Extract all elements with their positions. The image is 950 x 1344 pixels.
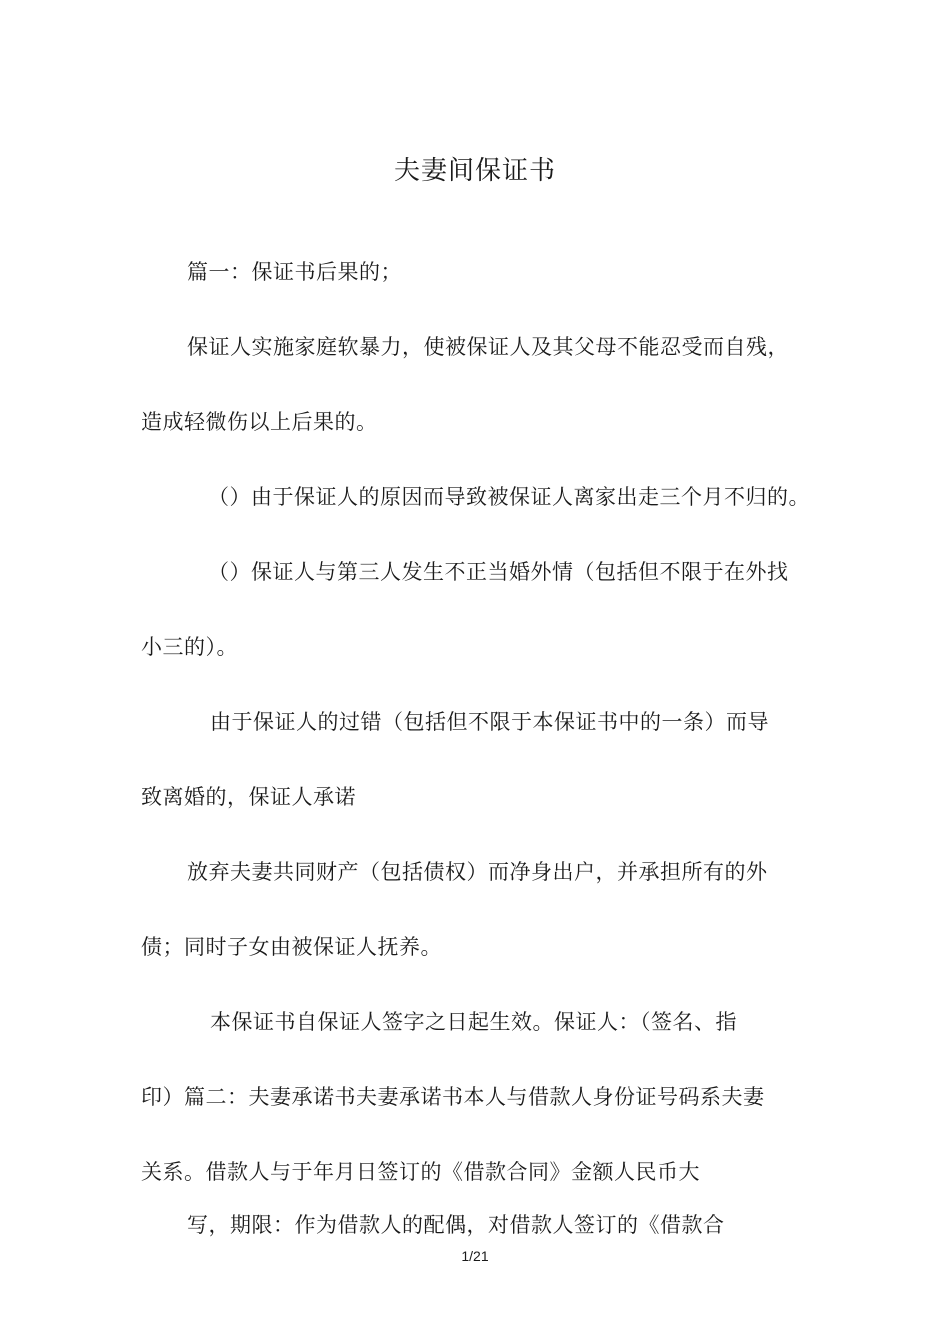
paragraph-line: （）保证人与第三人发生不正当婚外情（包括但不限于在外找 bbox=[208, 560, 789, 584]
paragraph-line: 印）篇二：夫妻承诺书夫妻承诺书本人与借款人身份证号码系夫妻 bbox=[141, 1085, 765, 1109]
paragraph-line: 保证人实施家庭软暴力，使被保证人及其父母不能忍受而自残， bbox=[187, 335, 789, 359]
paragraph-line: 写，期限：作为借款人的配偶，对借款人签订的《借款合 bbox=[187, 1213, 725, 1237]
paragraph-line: 造成轻微伤以上后果的。 bbox=[141, 410, 378, 434]
paragraph-line: 由于保证人的过错（包括但不限于本保证书中的一条）而导 bbox=[210, 710, 769, 734]
paragraph-line: 篇一：保证书后果的； bbox=[187, 260, 402, 284]
paragraph-line: 放弃夫妻共同财产（包括债权）而净身出户，并承担所有的外 bbox=[187, 860, 768, 884]
page-number: 1/21 bbox=[461, 1248, 489, 1264]
paragraph-line: 债；同时子女由被保证人抚养。 bbox=[141, 935, 442, 959]
document-title: 夫妻间保证书 bbox=[393, 156, 556, 186]
paragraph-line: 本保证书自保证人签字之日起生效。保证人：（签名、指 bbox=[210, 1010, 737, 1034]
paragraph-line: 致离婚的，保证人承诺 bbox=[141, 785, 356, 809]
paragraph-line: 小三的）。 bbox=[141, 635, 238, 659]
paragraph-line: 关系。借款人与于年月日签订的《借款合同》金额人民币大 bbox=[141, 1160, 700, 1184]
paragraph-line: （）由于保证人的原因而导致被保证人离家出走三个月不归的。 bbox=[208, 485, 810, 509]
